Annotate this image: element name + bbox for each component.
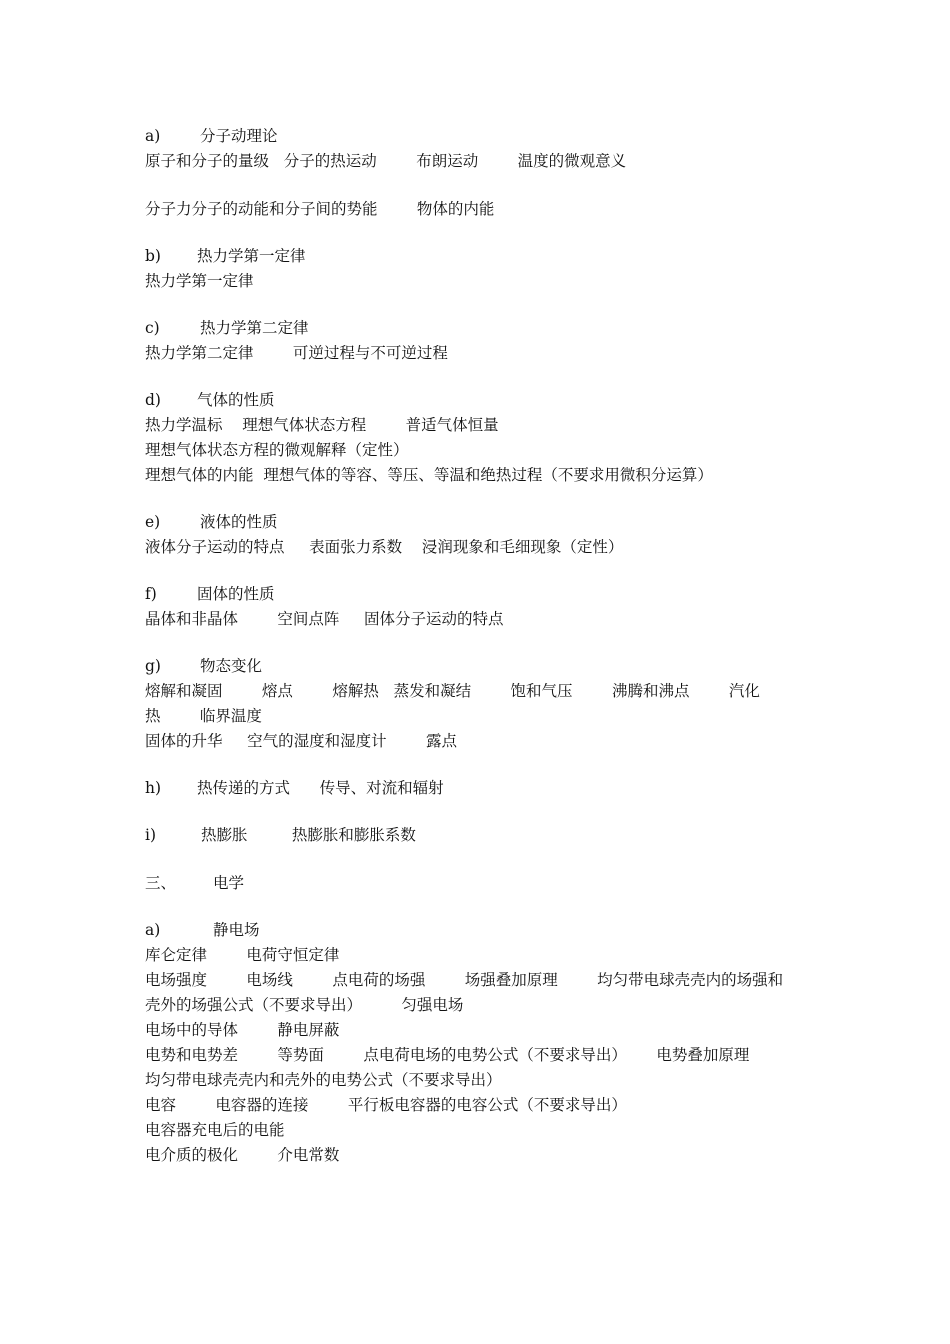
section-inline-items	[290, 779, 320, 797]
section-title: 固体的性质	[197, 585, 275, 603]
body-line: 电容 电容器的连接 平行板电容器的电容公式（不要求导出）	[145, 1096, 627, 1114]
part-label: 三、	[145, 874, 177, 892]
section-title: 热力学第二定律	[200, 319, 309, 337]
section-heading-e	[145, 512, 278, 532]
body-line: 晶体和非晶体 空间点阵 固体分子运动的特点	[145, 610, 504, 628]
section-title: 气体的性质	[197, 391, 275, 409]
section-inline-items	[248, 826, 292, 844]
section-label: g)	[145, 657, 161, 675]
body-line: 热力学温标 理想气体状态方程 普适气体恒量	[145, 416, 499, 434]
body-line: 电场中的导体 静电屏蔽	[145, 1021, 340, 1039]
section-label: e)	[145, 513, 161, 531]
section-heading-3a	[145, 920, 260, 940]
section-title: 物态变化	[200, 657, 263, 675]
section-heading-h	[145, 778, 444, 798]
body-line: 理想气体状态方程的微观解释（定性）	[145, 441, 409, 459]
body-line: 固体的升华 空气的湿度和湿度计 露点	[145, 732, 458, 750]
body-line: 壳外的场强公式（不要求导出） 匀强电场	[145, 996, 464, 1014]
part-title: 电学	[213, 874, 245, 892]
section-title: 分子动理论	[200, 127, 278, 145]
section-heading-a	[145, 126, 278, 146]
section-heading-b	[145, 246, 306, 266]
body-line: 热 临界温度	[145, 707, 262, 725]
body-line: 热力学第一定律	[145, 272, 254, 290]
body-line: 原子和分子的量级 分子的热运动 布朗运动 温度的微观意义	[145, 152, 627, 170]
body-line: 电势和电势差 等势面 点电荷电场的电势公式（不要求导出） 电势叠加原理	[145, 1046, 750, 1064]
body-line: 电介质的极化 介电常数	[145, 1146, 340, 1164]
section-heading-c	[145, 318, 309, 338]
body-line: 电场强度 电场线 点电荷的场强 场强叠加原理 均匀带电球壳壳内的场强和	[145, 971, 784, 989]
body-line: 熔解和凝固 熔点 熔解热 蒸发和凝结 饱和气压 沸腾和沸点 汽化	[145, 682, 760, 700]
section-heading-i	[145, 825, 416, 845]
section-items: 传导、对流和辐射	[319, 779, 444, 797]
section-label: f)	[145, 585, 157, 603]
section-heading-f	[145, 584, 275, 604]
section-title: 液体的性质	[200, 513, 278, 531]
section-heading-d	[145, 390, 275, 410]
section-heading-g	[145, 656, 262, 676]
section-title: 热力学第一定律	[197, 247, 306, 265]
section-title: 热膨胀	[201, 826, 248, 844]
body-line: 均匀带电球壳壳内和壳外的电势公式（不要求导出）	[145, 1071, 502, 1089]
section-label: a)	[145, 921, 161, 939]
section-label: i)	[145, 826, 157, 844]
body-line: 液体分子运动的特点 表面张力系数 浸润现象和毛细现象（定性）	[145, 538, 624, 556]
section-label: b)	[145, 247, 161, 265]
body-line: 理想气体的内能 理想气体的等容、等压、等温和绝热过程（不要求用微积分运算）	[145, 466, 713, 484]
section-label: a)	[145, 127, 161, 145]
part-heading-3	[145, 873, 244, 893]
section-items: 热膨胀和膨胀系数	[291, 826, 416, 844]
section-title: 热传递的方式	[197, 779, 291, 797]
section-title: 静电场	[213, 921, 260, 939]
section-label: c)	[145, 319, 160, 337]
body-line: 电容器充电后的电能	[145, 1121, 285, 1139]
section-label: d)	[145, 391, 161, 409]
body-line: 热力学第二定律 可逆过程与不可逆过程	[145, 344, 448, 362]
section-label: h)	[145, 779, 162, 797]
body-line: 库仑定律 电荷守恒定律	[145, 946, 340, 964]
body-line: 分子力分子的动能和分子间的势能 物体的内能	[145, 200, 495, 218]
